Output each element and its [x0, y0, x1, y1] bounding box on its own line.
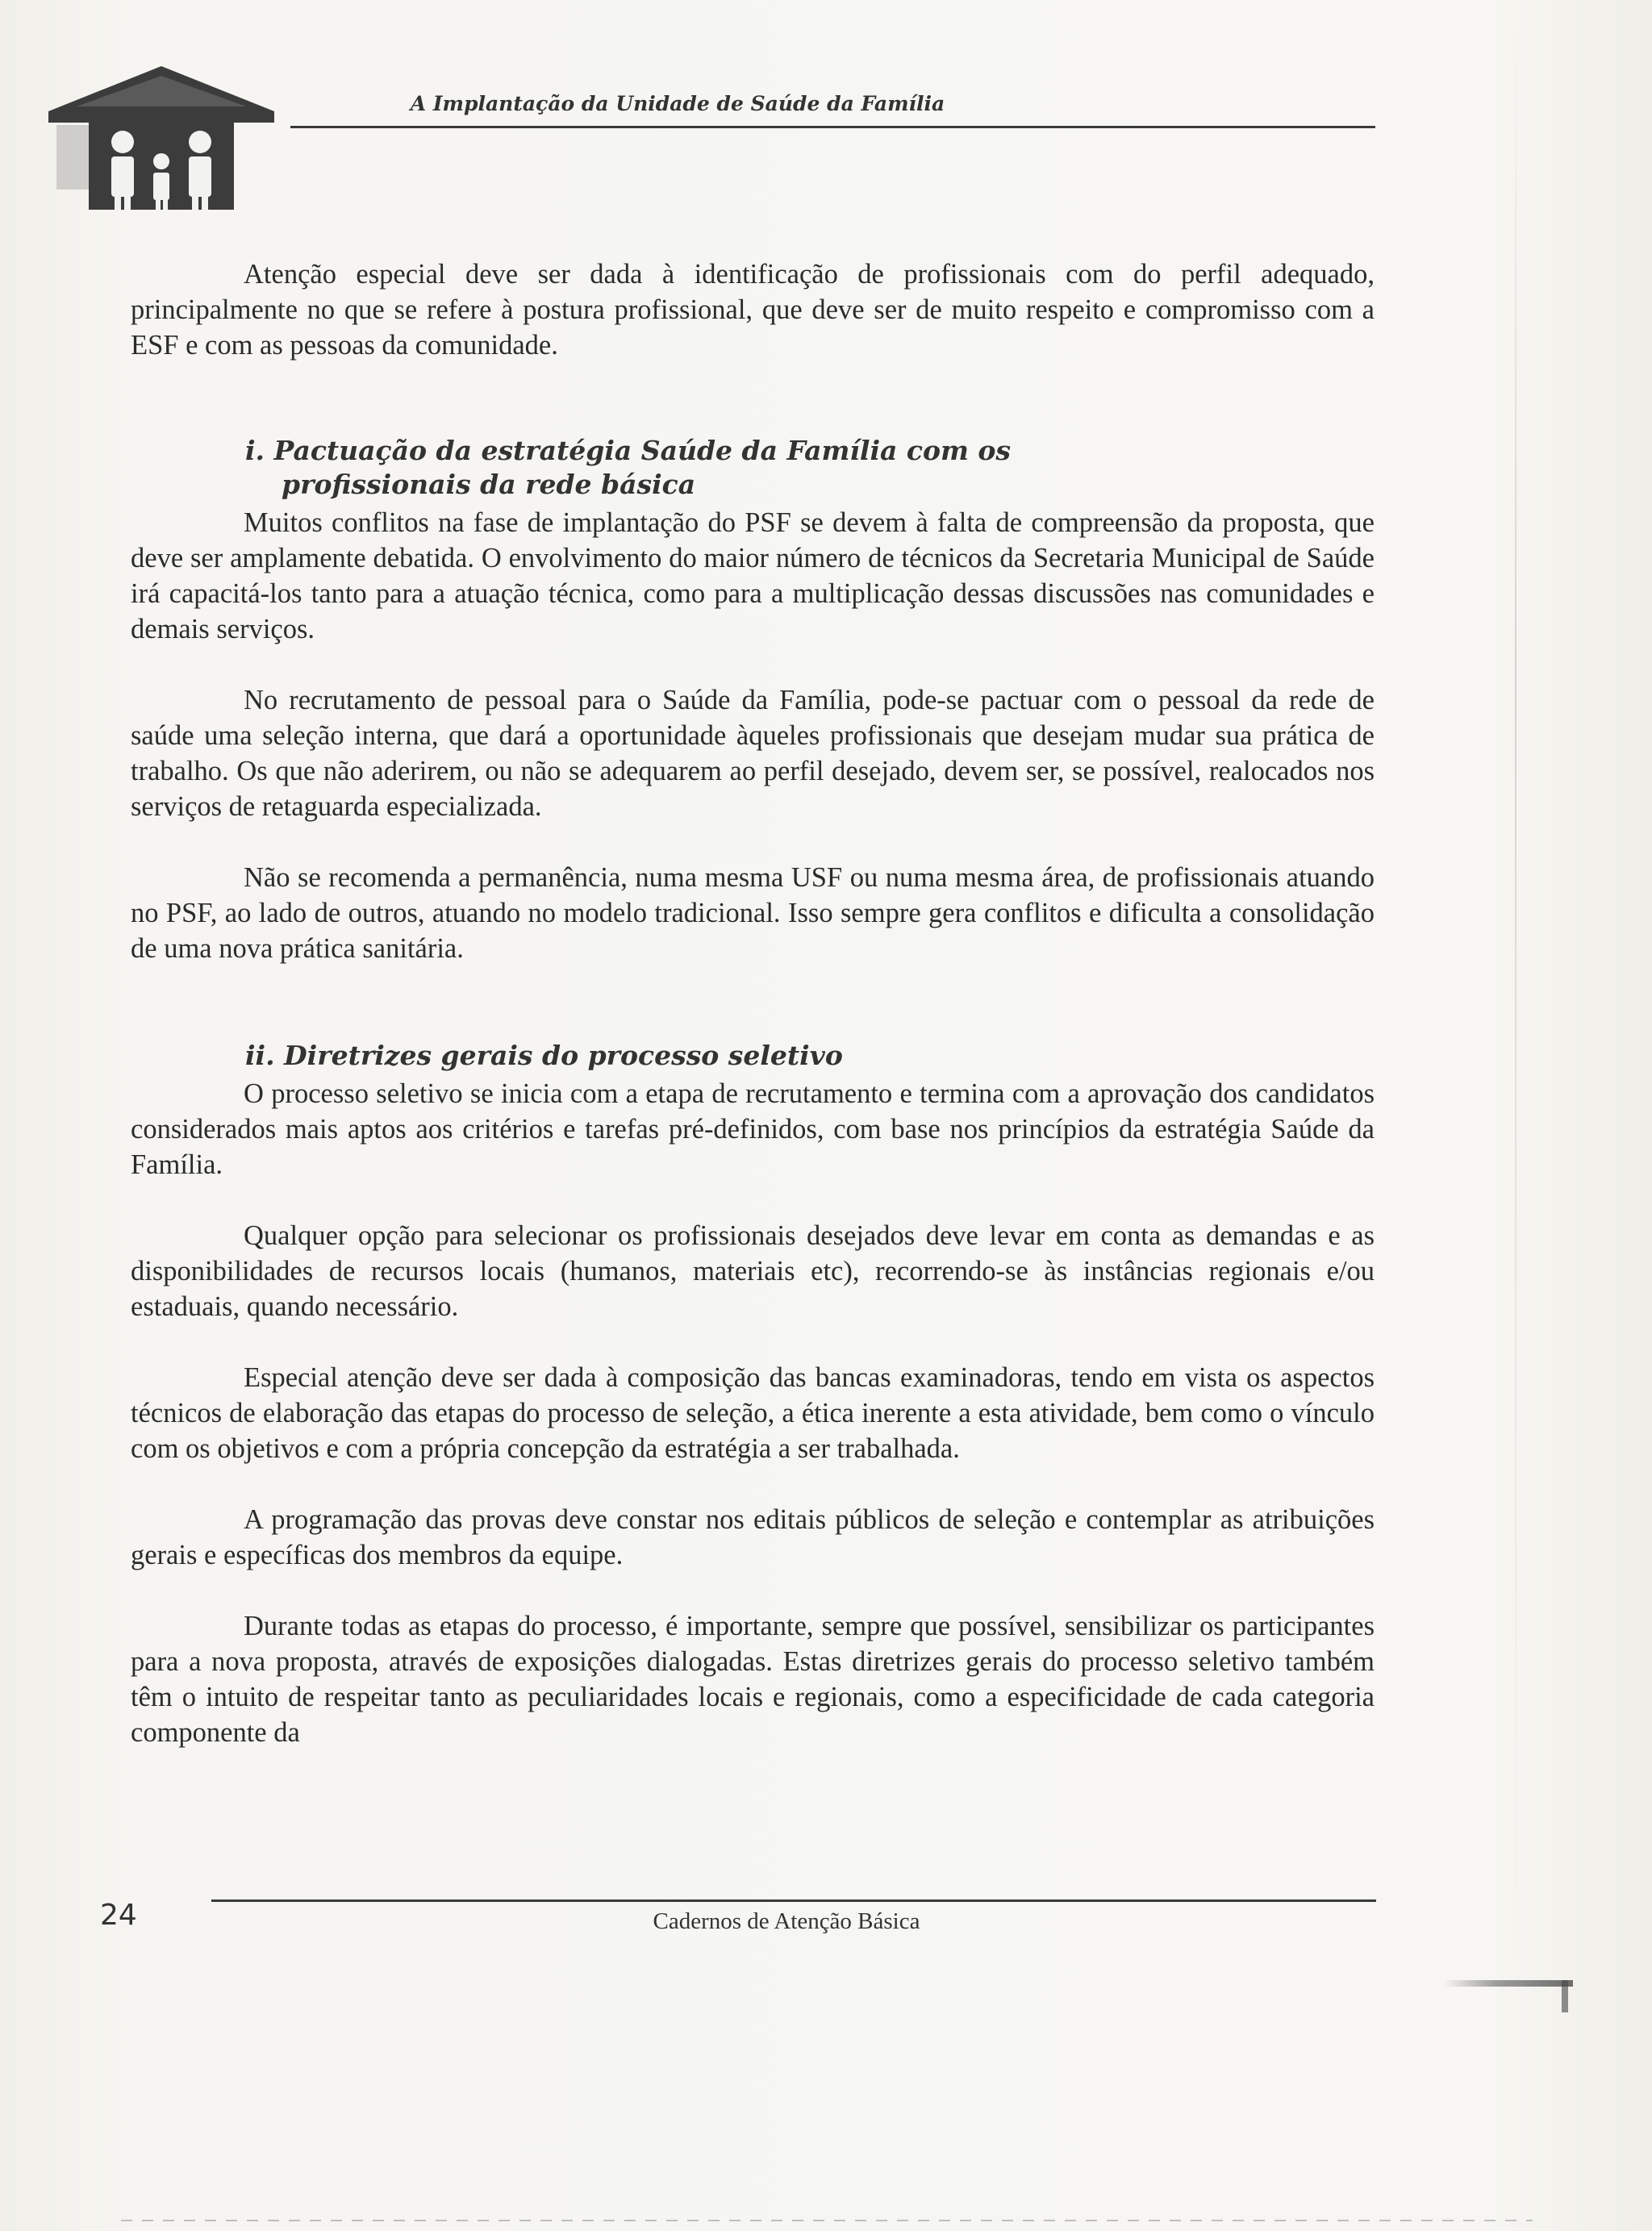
- scan-artifact-mark: [1562, 1980, 1568, 2012]
- running-header-title: A Implantação da Unidade de Saúde da Família: [410, 92, 945, 115]
- section-i-paragraph: Muitos conflitos na fase de implantação do PSF se devem à falta de compreensão da proposta, que deve ser amplamente debatida. O envolvimento do maior número de técnicos da Secretaria Municipal de Saúde irá capacitá-los tanto para a atuação técnica, como para a multiplicação dessas discussões nas comunidades e demais serviços.: [131, 507, 1375, 644]
- scan-artifact-mark: [1444, 1980, 1573, 1987]
- house-family-icon: [32, 48, 290, 210]
- spacer: [131, 363, 1375, 434]
- section-heading-i-line2: profissionais da rede básica: [282, 469, 696, 500]
- section-heading-i: [131, 434, 1375, 502]
- footer-publication-title: Cadernos de Atenção Básica: [653, 1908, 920, 1934]
- scan-edge-shadow: [1515, 32, 1516, 1968]
- section-ii-paragraph: A programação das provas deve constar nos editais públicos de seleção e contemplar as atribuições gerais e específicas dos membros da equipe.: [131, 1504, 1375, 1570]
- section-ii-paragraph: Qualquer opção para selecionar os profissionais desejados deve levar em conta as demandas e as disponibilidades de recursos locais (humanos, materiais etc), recorrendo-se às instâncias regionais e/ou estaduais, quando necessário.: [131, 1220, 1375, 1322]
- section-ii-paragraph: Especial atenção deve ser dada à composição das bancas examinadoras, tendo em vista os aspectos técnicos de elaboração das etapas do processo de seleção, a ética inerente a esta atividade, bem como o vínculo com os objetivos e com a própria concepção da estratégia a ser trabalhada.: [131, 1362, 1375, 1464]
- section-i-paragraph: No recrutamento de pessoal para o Saúde da Família, pode-se pactuar com o pessoal da rede de saúde uma seleção interna, que dará a oportunidade àqueles profissionais que desejam mudar sua prática de trabalho. Os que não aderirem, ou não se adequarem ao perfil desejado, devem ser, se possível, realocados nos serviços de retaguarda especializada.: [131, 685, 1375, 822]
- section-heading-ii: ii. Diretrizes gerais do processo seletivo: [245, 1040, 843, 1071]
- scan-bottom-dotted-line: [121, 2220, 1533, 2221]
- page-content: [131, 256, 1375, 1750]
- footer-rule: [211, 1899, 1376, 1902]
- section-i-paragraph: Não se recomenda a permanência, numa mesma USF ou numa mesma área, de profissionais atuando no PSF, ao lado de outros, atuando no modelo tradicional. Isso sempre gera conflitos e dificulta a consolidação de uma nova prática sanitária.: [131, 862, 1375, 964]
- page-number: 24: [100, 1899, 137, 1932]
- intro-paragraph: Atenção especial deve ser dada à identificação de profissionais com do perfil adequado, principalmente no que se refere à postura profissional, que deve ser de muito respeito e compromisso com a ESF e com as pessoas da comunidade.: [131, 259, 1375, 361]
- header-rule: [290, 126, 1375, 128]
- section-ii-paragraph: Durante todas as etapas do processo, é importante, sempre que possível, sensibilizar os participantes para a nova proposta, através de exposições dialogadas. Estas diretrizes gerais do processo seletivo também têm o intuito de respeitar tanto as peculiaridades locais e regionais, como a especificidade de cada categoria componente da: [131, 1611, 1375, 1748]
- spacer: [131, 966, 1375, 1039]
- section-ii-paragraph: O processo seletivo se inicia com a etapa de recrutamento e termina com a aprovação dos candidatos considerados mais aptos aos critérios e tarefas pré-definidos, com base nos princípios da estratégia Saúde da Família.: [131, 1078, 1375, 1180]
- section-heading-i-line1: i. Pactuação da estratégia Saúde da Família com os: [245, 435, 1011, 466]
